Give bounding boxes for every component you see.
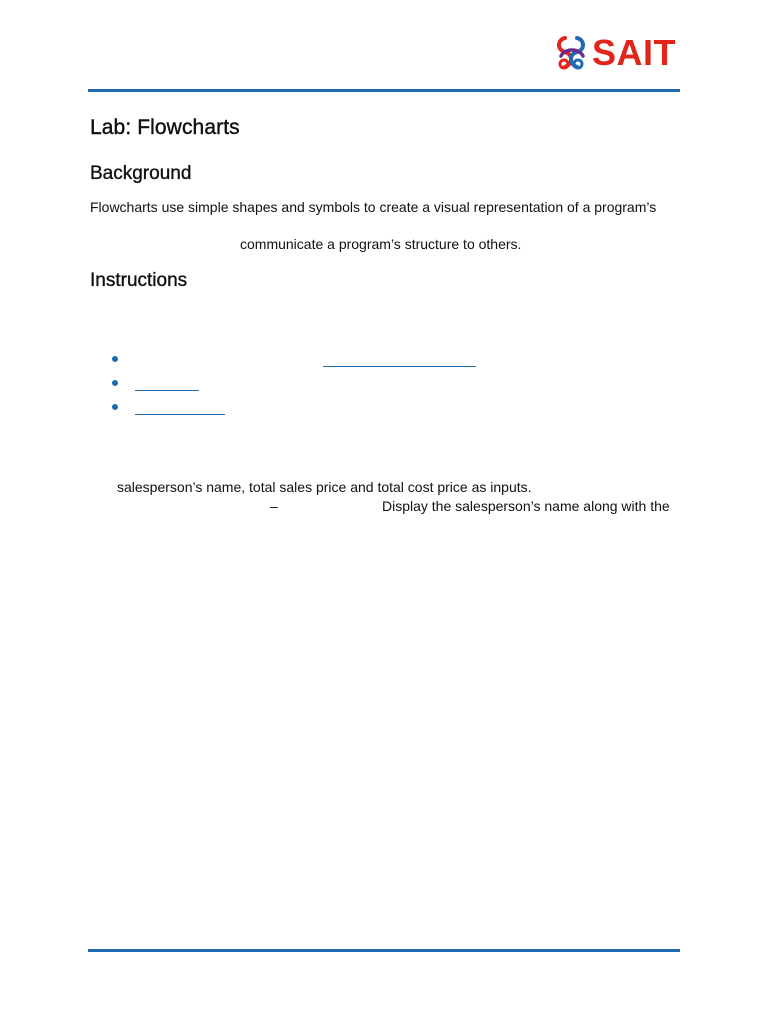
bullet-marker	[112, 380, 118, 386]
task-description-dash: –	[270, 498, 278, 514]
hyperlink-underline[interactable]	[323, 366, 476, 367]
logo-wordmark: SAIT	[592, 32, 677, 73]
background-paragraph-line-2: communicate a program’s structure to others.	[240, 236, 522, 252]
task-description-line-1: salesperson’s name, total sales price and total cost price as inputs.	[117, 479, 532, 495]
header-rule	[88, 89, 680, 92]
bullet-marker	[112, 356, 118, 362]
sait-knot-icon	[555, 34, 589, 72]
sait-logo	[555, 34, 676, 72]
background-paragraph-line-1: Flowcharts use simple shapes and symbols to create a visual representation of a program’s	[90, 199, 657, 215]
instructions-heading: Instructions	[90, 270, 188, 291]
task-description-line-2: Display the salesperson’s name along with the	[382, 498, 670, 514]
bullet-marker	[112, 404, 118, 410]
document-title: Lab: Flowcharts	[90, 116, 240, 139]
background-heading: Background	[90, 163, 192, 184]
footer-rule	[88, 949, 680, 952]
hyperlink-underline[interactable]	[135, 390, 199, 391]
hyperlink-underline[interactable]	[135, 414, 225, 415]
